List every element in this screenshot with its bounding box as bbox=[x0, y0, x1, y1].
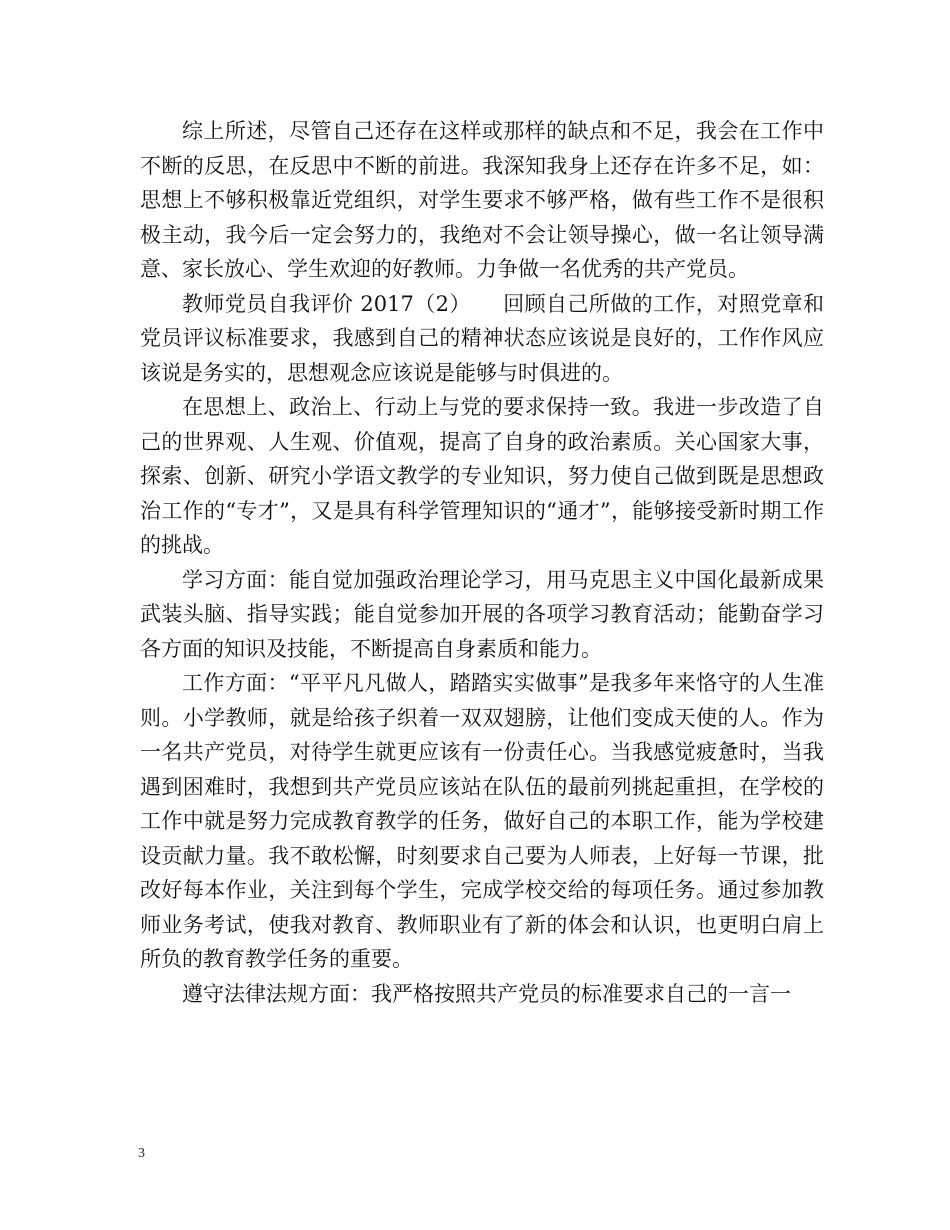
paragraph-self-evaluation-intro: 教师党员自我评价 2017（2） 回顾自己所做的工作，对照党章和党员评议标准要求，我感到自己的精神状态应该说是良好的，工作作风应该说是务实的，思想观念应该说是能够与时俱进的。 bbox=[140, 291, 824, 385]
paragraph-work: 工作方面：“平平凡凡做人，踏踏实实做事”是我多年来恪守的人生准则。小学教师，就是给孩子织着一双双翅膀，让他们变成天使的人。作为一名共产党员，对待学生就更应该有一份责任心。当我感觉疲惫时，当我遇到困难时，我想到共产党员应该站在队伍的最前列挑起重担，在学校的工作中就是努力完成教育教学的任务，做好自己的本职工作，能为学校建设贡献力量。我不敢松懈，时刻要求自己要为人师表，上好每一节课，批改好每本作业，关注到每个学生，完成学校交给的每项任务。通过参加教师业务考试，使我对教育、教师职业有了新的体会和认识，也更明白肩上所负的教育教学任务的重要。 bbox=[140, 671, 824, 971]
paragraph-law-compliance: 遵守法律法规方面：我严格按照共产党员的标准要求自己的一言一 bbox=[182, 981, 791, 1006]
document-body bbox=[140, 114, 824, 1011]
paragraph-study: 学习方面：能自觉加强政治理论学习，用马克思主义中国化最新成果武装头脑、指导实践；能自觉参加开展的各项学习教育活动；能勤奋学习各方面的知识及技能，不断提高自身素质和能力。 bbox=[140, 567, 824, 661]
paragraph-political-thought: 在思想上、政治上、行动上与党的要求保持一致。我进一步改造了自己的世界观、人生观、价值观，提高了自身的政治素质。关心国家大事，探索、创新、研究小学语文教学的专业知识，努力使自己做到既是思想政治工作的“专才”，又是具有科学管理知识的“通才”，能够接受新时期工作的挑战。 bbox=[140, 395, 824, 557]
page-number: 3 bbox=[138, 1146, 145, 1161]
paragraph-summary: 综上所述，尽管自己还存在这样或那样的缺点和不足，我会在工作中不断的反思，在反思中不断的前进。我深知我身上还存在许多不足，如：思想上不够积极靠近党组织，对学生要求不够严格，做有些工作不是很积极主动，我今后一定会努力的，我绝对不会让领导操心，做一名让领导满意、家长放心、学生欢迎的好教师。力争做一名优秀的共产党员。 bbox=[140, 119, 824, 281]
